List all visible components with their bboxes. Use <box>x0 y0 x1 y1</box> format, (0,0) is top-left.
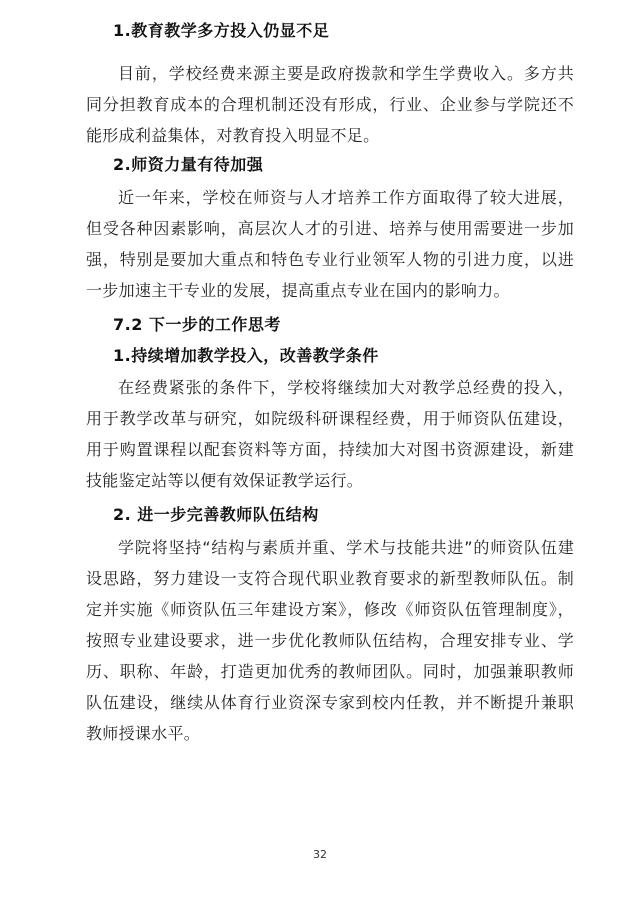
paragraph-subsection-1: 在经费紧张的条件下，学校将继续加大对教学总经费的投入，用于教学改革与研究，如院级科研课程经费，用于师资队伍建设，用于购置课程以配套资料等方面，持续加大对图书资源建设，新建技能鉴定站等以便有效保证教学运行。 <box>86 378 574 490</box>
heading-section-7-2: 7.2 下一步的工作思考 <box>113 315 281 334</box>
heading-subsection-2: 2. 进一步完善教师队伍结构 <box>113 505 319 524</box>
heading-section-2: 2.师资力量有待加强 <box>113 155 264 174</box>
paragraph-section-2: 近一年来，学校在师资与人才培养工作方面取得了较大进展，但受各种因素影响，高层次人才的引进、培养与使用需要进一步加强，特别是要加大重点和特色专业行业领军人物的引进力度，以进一步加速主干专业的发展，提高重点专业在国内的影响力。 <box>86 188 574 300</box>
paragraph-section-1: 目前，学校经费来源主要是政府拨款和学生学费收入。多方共同分担教育成本的合理机制还没有形成，行业、企业参与学院还不能形成利益集体，对教育投入明显不足。 <box>86 64 574 145</box>
heading-section-1: 1.教育教学多方投入仍显不足 <box>113 21 330 40</box>
paragraph-subsection-2: 学院将坚持“结构与素质并重、学术与技能共进”的师资队伍建设思路，努力建设一支符合现代职业教育要求的新型教师队伍。制定并实施《师资队伍三年建设方案》，修改《师资队伍管理制度》，按照专业建设要求，进一步优化教师队伍结构，合理安排专业、学历、职称、年龄，打造更加优秀的教师团队。同时，加强兼职教师队伍建设，继续从体育行业资深专家到校内任教，并不断提升兼职教师授课水平。 <box>86 538 574 743</box>
page-number: 32 <box>313 848 327 861</box>
heading-subsection-1: 1.持续增加教学投入，改善教学条件 <box>113 346 379 365</box>
